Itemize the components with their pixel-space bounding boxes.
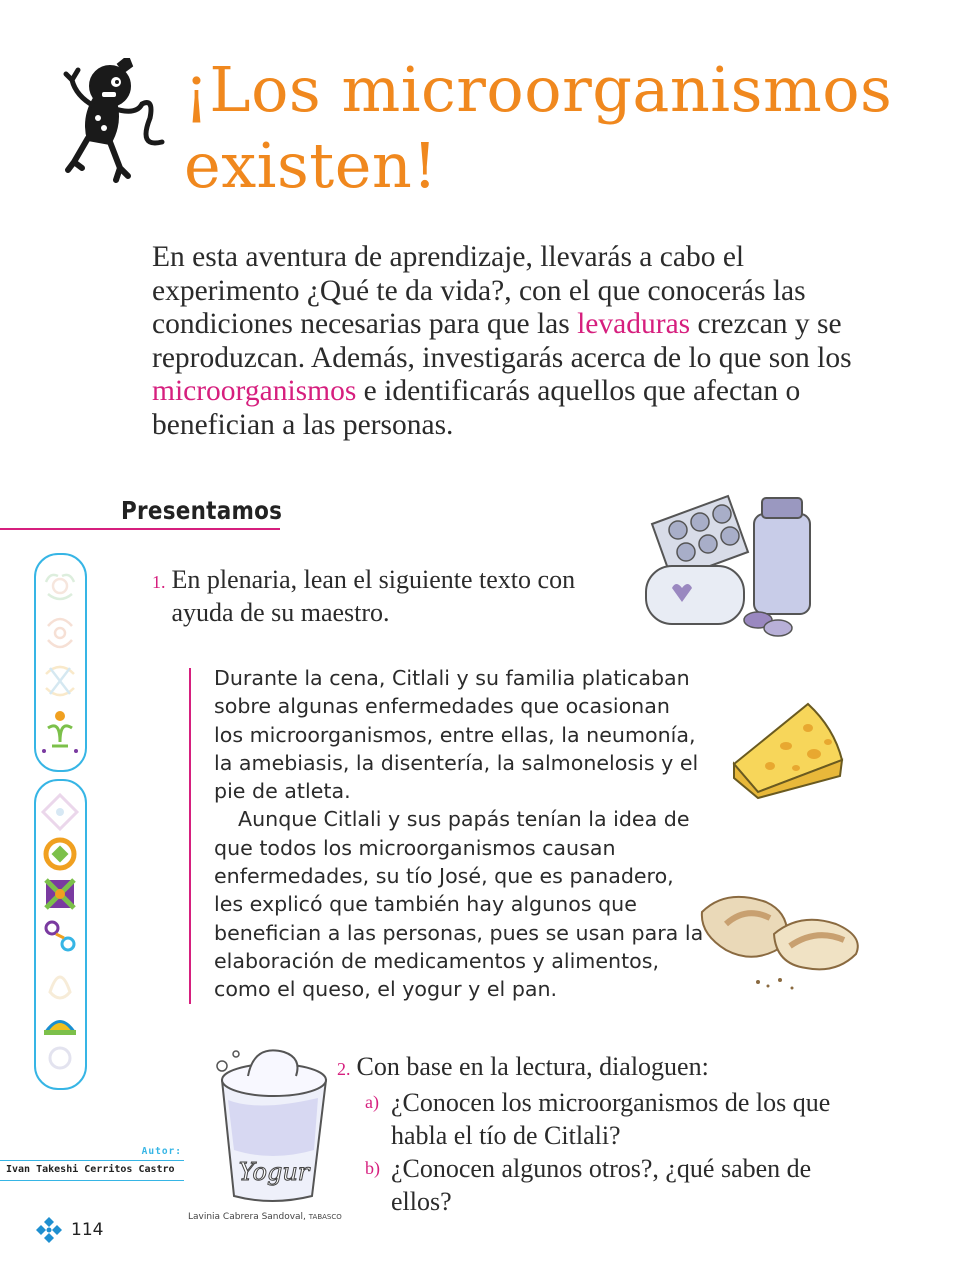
mascot-figure-icon — [58, 58, 170, 192]
glossary-term-microorganismos: microorganismos — [152, 375, 357, 407]
glossary-term-levaduras: levaduras — [577, 308, 691, 340]
question-2 — [337, 1050, 857, 1218]
page-number: 114 — [71, 1220, 104, 1240]
question-number: 2. — [337, 1059, 351, 1079]
intro-text-3: e identificarás aquellos que afectan o benefician a las personas. — [152, 375, 801, 441]
section-divider — [0, 528, 280, 530]
reading-passage — [214, 664, 704, 1004]
question-1 — [152, 563, 612, 629]
reading-quote-bar — [189, 668, 191, 1004]
intro-paragraph — [152, 241, 872, 442]
item-text: ¿Conocen los microorganismos de los que habla el tío de Citlali? — [391, 1088, 831, 1150]
intro-text-1: En esta aventura de aprendizaje, llevarás a cabo el experimento ¿Qué te da vida?, con el que conocerás las condiciones necesarias para que las — [152, 241, 806, 340]
item-letter: a) — [365, 1092, 379, 1112]
credit-name: Lavinia Cabrera Sandoval, — [188, 1212, 306, 1222]
question-item-b — [365, 1152, 857, 1218]
author-divider-top — [0, 1160, 184, 1161]
author-name: Ivan Takeshi Cerritos Castro — [6, 1164, 175, 1175]
cheese-icon — [730, 698, 848, 800]
page-title: ¡Los microorganismos existen! — [184, 53, 893, 202]
question-text: En plenaria, lean el siguiente texto con ayuda de su maestro. — [171, 565, 576, 627]
author-divider-bottom — [0, 1180, 184, 1181]
item-text: ¿Conocen algunos otros?, ¿qué saben de ellos? — [391, 1154, 812, 1216]
reading-paragraph-1: Durante la cena, Citlali y su familia platicaban sobre algunas enfermedades que ocasionan los microorganismos, entre ellas, la neumonía, la amebiasis, la disentería, la salmonelosis y el pie de atleta. — [214, 666, 699, 804]
bread-icon — [696, 884, 866, 994]
illustration-credit — [188, 1212, 342, 1222]
intro-text-2: crezcan y se reproduzcan. Además, investigarás acerca de lo que son los — [152, 308, 852, 374]
question-item-a — [365, 1086, 857, 1152]
question-number: 1. — [152, 572, 166, 592]
credit-state: TABASCO — [308, 1213, 342, 1221]
medicine-icon — [636, 488, 826, 643]
section-heading: Presentamos — [121, 496, 283, 525]
author-label: Autor: — [141, 1146, 182, 1157]
sidebar-icons-group-2 — [40, 792, 80, 1074]
question-text: Con base en la lectura, dialoguen: — [356, 1052, 709, 1081]
page-logo-icon — [36, 1217, 62, 1243]
yogurt-icon — [208, 1040, 336, 1205]
item-letter: b) — [365, 1158, 380, 1178]
sidebar-icons-group-1 — [40, 568, 80, 758]
reading-paragraph-2: Aunque Citlali y sus papás tenían la idea de que todos los microorganismos causan enfermedades, su tío José, que es panadero, les explicó que también hay algunos que benefician a las personas, pues se usan para la elaboración de medicamentos y alimentos, como el queso, el yogur y el pan. — [214, 807, 704, 1002]
yogurt-label: Yogur — [238, 1158, 310, 1186]
